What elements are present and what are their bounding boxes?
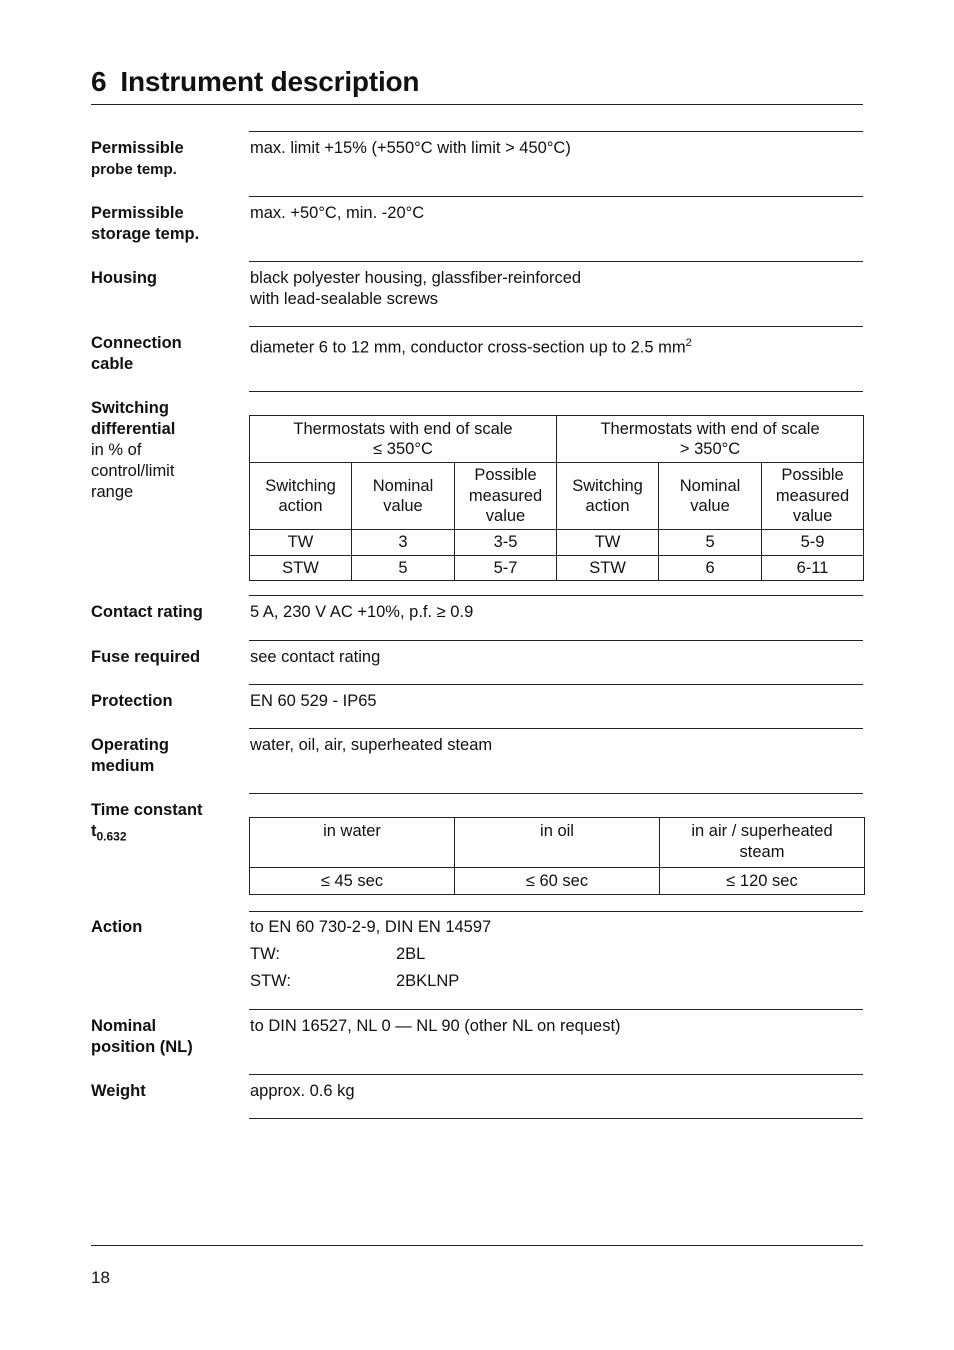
- divider: [249, 728, 863, 729]
- page-number: 18: [91, 1268, 110, 1287]
- column-header: in water: [250, 818, 455, 868]
- action-stw-value: 2BKLNP: [396, 972, 460, 990]
- page-title: [91, 66, 419, 98]
- cable-label: [91, 333, 241, 375]
- cable-value-superscript: 2: [685, 337, 692, 349]
- table-header-row: [250, 818, 865, 868]
- divider: [249, 131, 863, 132]
- group-header-high-line2: > 350°C: [679, 440, 741, 458]
- fuse-label: Fuse required: [91, 648, 201, 666]
- column-header-line: Switching: [572, 476, 643, 495]
- switching-label-line3: in % of: [91, 441, 142, 459]
- column-header-line: Nominal: [372, 476, 434, 495]
- column-header-line: action: [585, 497, 630, 515]
- group-header-low: [250, 416, 557, 463]
- column-header-line: Switching: [265, 476, 336, 495]
- probe-temp-label: [91, 138, 241, 180]
- switching-table: [249, 415, 864, 581]
- nominal-position-label-line1: Nominal: [91, 1017, 157, 1035]
- medium-label: [91, 735, 241, 777]
- housing-value-line2: with lead-sealable screws: [250, 290, 439, 308]
- medium-value: water, oil, air, superheated steam: [250, 736, 493, 754]
- table-cell: STW: [557, 556, 659, 581]
- column-header-line: value: [792, 507, 833, 526]
- housing-value-line1: black polyester housing, glassfiber-reinforced: [250, 269, 582, 287]
- group-header-low-line2: ≤ 350°C: [373, 440, 433, 458]
- divider: [249, 595, 863, 596]
- group-header-low-line1: Thermostats with end of scale: [293, 419, 513, 438]
- divider: [249, 911, 863, 912]
- table-cell: 6-11: [762, 556, 864, 581]
- time-constant-symbol: t: [91, 822, 97, 840]
- time-constant-label-line1: Time constant: [91, 801, 203, 819]
- column-header-line: measured: [775, 486, 850, 505]
- divider: [249, 261, 863, 262]
- table-cell: 5-7: [455, 556, 557, 581]
- cable-value-text: diameter 6 to 12 mm, conductor cross-section up to 2.5 mm: [250, 338, 686, 357]
- divider: [249, 1074, 863, 1075]
- storage-temp-label-line1: Permissible: [91, 204, 184, 222]
- switching-label-line4: control/limit: [91, 462, 175, 480]
- table-row: [250, 530, 864, 556]
- column-header: in oil: [455, 818, 660, 868]
- medium-label-line2: medium: [91, 757, 155, 775]
- column-header-line: steam: [739, 842, 785, 861]
- cable-label-line1: Connection: [91, 334, 182, 352]
- table-cell: ≤ 45 sec: [250, 868, 455, 895]
- divider: [249, 1009, 863, 1010]
- table-cell: 5: [659, 530, 762, 556]
- nominal-position-value: to DIN 16527, NL 0 — NL 90 (other NL on request): [250, 1017, 621, 1035]
- table-header-row: [250, 463, 864, 530]
- table-cell: TW: [557, 530, 659, 556]
- protection-value: EN 60 529 - IP65: [250, 692, 377, 710]
- footer-rule: [91, 1245, 863, 1246]
- column-header-line: value: [383, 497, 423, 515]
- storage-temp-value: max. +50°C, min. -20°C: [250, 204, 425, 222]
- switching-label-line1: Switching: [91, 399, 169, 417]
- housing-label: Housing: [91, 269, 157, 287]
- action-tw-label: TW:: [250, 945, 280, 963]
- table-row: [250, 556, 864, 581]
- column-header: [659, 463, 762, 530]
- table-cell: 5-9: [762, 530, 864, 556]
- switching-label-line5: range: [91, 483, 134, 501]
- divider: [249, 684, 863, 685]
- group-header-high: [557, 416, 864, 463]
- chapter-number: 6: [91, 66, 107, 97]
- table-cell: ≤ 120 sec: [660, 868, 865, 895]
- probe-temp-value: max. limit +15% (+550°C with limit > 450°C): [250, 139, 571, 157]
- column-header-line: value: [485, 507, 526, 526]
- column-header: [250, 463, 352, 530]
- table-cell: TW: [250, 530, 352, 556]
- switching-label: [91, 398, 241, 503]
- table-row: [250, 868, 865, 895]
- column-header: [762, 463, 864, 530]
- column-header-line: action: [278, 497, 323, 515]
- title-rule: [91, 104, 863, 105]
- probe-temp-label-line1: Permissible: [91, 139, 184, 157]
- chapter-title: Instrument description: [120, 66, 420, 97]
- table-cell: 3-5: [455, 530, 557, 556]
- action-value: to EN 60 730-2-9, DIN EN 14597: [250, 918, 492, 936]
- nominal-position-label-line2: position (NL): [91, 1038, 193, 1056]
- nominal-position-label: [91, 1016, 241, 1058]
- divider: [249, 391, 863, 392]
- time-constant-subscript: 0.632: [96, 829, 127, 844]
- table-header-row: [250, 416, 864, 463]
- divider: [249, 196, 863, 197]
- divider: [249, 1118, 863, 1119]
- column-header-line: Nominal: [679, 476, 741, 495]
- time-constant-label: [91, 800, 251, 847]
- column-header: [352, 463, 455, 530]
- cable-value: [250, 333, 692, 359]
- contact-value: 5 A, 230 V AC +10%, p.f. ≥ 0.9: [250, 603, 474, 621]
- column-header-line: in air / superheated: [691, 822, 833, 840]
- divider: [249, 640, 863, 641]
- divider: [249, 793, 863, 794]
- weight-value: approx. 0.6 kg: [250, 1082, 355, 1100]
- table-cell: STW: [250, 556, 352, 581]
- storage-temp-label-line2: storage temp.: [91, 225, 200, 243]
- column-header: [455, 463, 557, 530]
- medium-label-line1: Operating: [91, 736, 169, 754]
- group-header-high-line1: Thermostats with end of scale: [600, 419, 820, 438]
- storage-temp-label: [91, 203, 241, 245]
- switching-label-line2: differential: [91, 420, 176, 438]
- action-label: Action: [91, 918, 143, 936]
- weight-label: Weight: [91, 1082, 146, 1100]
- action-stw-label: STW:: [250, 972, 291, 990]
- column-header: [660, 818, 865, 868]
- protection-label: Protection: [91, 692, 173, 710]
- time-constant-table: [249, 817, 865, 895]
- table-cell: ≤ 60 sec: [455, 868, 660, 895]
- probe-temp-label-line2: probe temp.: [91, 161, 177, 178]
- housing-value: [250, 268, 581, 310]
- column-header: [557, 463, 659, 530]
- cable-label-line2: cable: [91, 355, 134, 373]
- contact-label: Contact rating: [91, 603, 203, 621]
- table-cell: 3: [352, 530, 455, 556]
- column-header-line: value: [690, 497, 730, 515]
- table-cell: 6: [659, 556, 762, 581]
- column-header-line: Possible: [474, 466, 537, 485]
- column-header-line: measured: [468, 486, 543, 505]
- divider: [249, 326, 863, 327]
- fuse-value: see contact rating: [250, 648, 381, 666]
- column-header-line: Possible: [781, 466, 844, 485]
- action-tw-value: 2BL: [396, 945, 426, 963]
- table-cell: 5: [352, 556, 455, 581]
